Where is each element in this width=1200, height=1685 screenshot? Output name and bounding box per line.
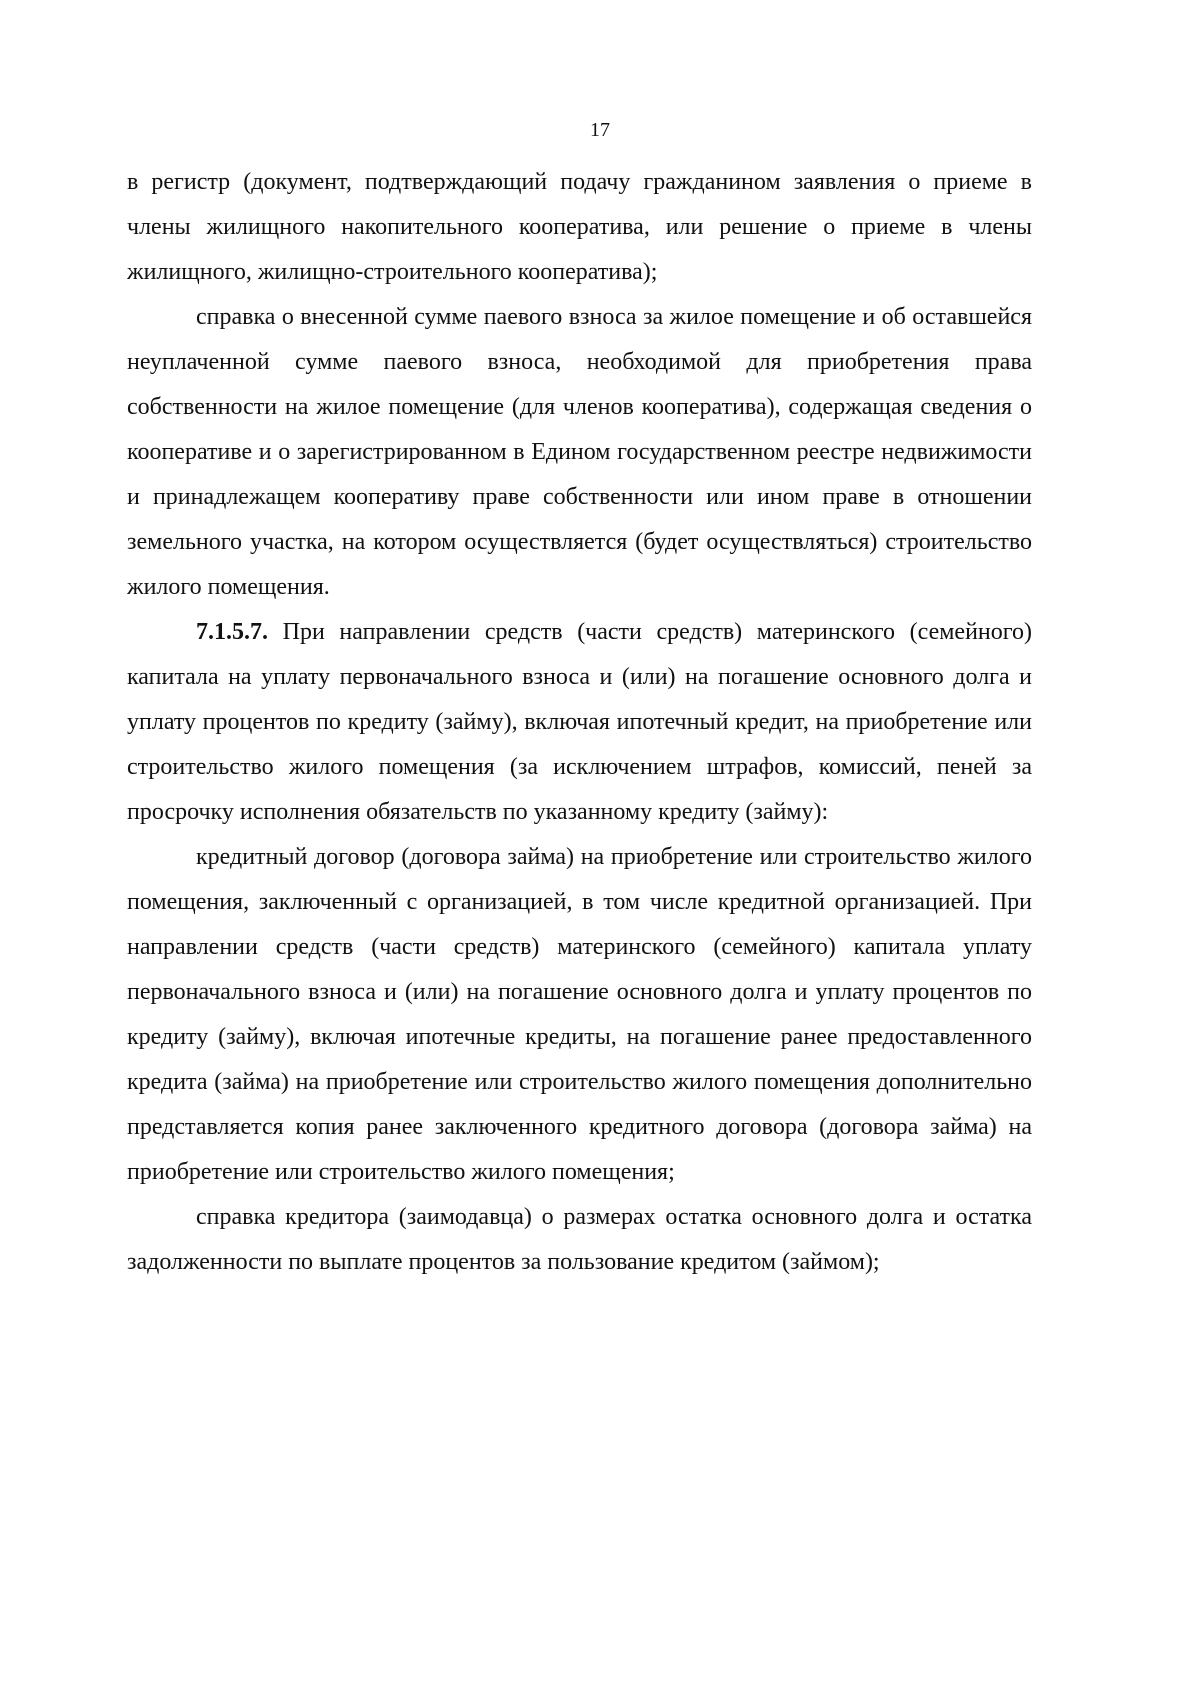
clause-number: 7.1.5.7.	[196, 619, 268, 645]
page-number: 17	[590, 119, 610, 141]
paragraph-credit-agreement: кредитный договор (договора займа) на приобретение или строительство жилого помещения, заключенный с организацией, в том числе кредитной организацией. При направлении средств (части средств) материнского (семейного) капитала уплату первоначального взноса и (или) на погашение основного долга и уплату процентов по кредиту (займу), включая ипотечные кредиты, на погашение ранее предоставленного кредита (займа) на приобретение или строительство жилого помещения дополнительно представляется копия ранее заключенного кредитного договора (договора займа) на приобретение или строительство жилого помещения;	[127, 844, 1032, 1185]
paragraph-registry-document: в регистр (документ, подтверждающий подачу гражданином заявления о приеме в члены жилищного накопительного кооператива, или решение о приеме в члены жилищного, жилищно-строительного кооператива);	[127, 169, 1032, 285]
paragraph-share-contribution-certificate: справка о внесенной сумме паевого взноса за жилое помещение и об оставшейся неуплаченной сумме паевого взноса, необходимой для приобретения права собственности на жилое помещение (для членов кооператива), содержащая сведения о кооперативе и о зарегистрированном в Едином государственном реестре недвижимости и принадлежащем кооперативу праве собственности или ином праве в отношении земельного участка, на котором осуществляется (будет осуществляться) строительство жилого помещения.	[127, 304, 1032, 600]
document-body	[127, 160, 1032, 1285]
paragraph-7-1-5-7	[127, 610, 1032, 835]
clause-text: При направлении средств (части средств) материнского (семейного) капитала на уплату первоначального взноса и (или) на погашение основного долга и уплату процентов по кредиту (займу), включая ипотечный кредит, на приобретение или строительство жилого помещения (за исключением штрафов, комиссий, пеней за просрочку исполнения обязательств по указанному кредиту (займу):	[127, 619, 1033, 825]
paragraph-creditor-certificate: справка кредитора (заимодавца) о размерах остатка основного долга и остатка задолженности по выплате процентов за пользование кредитом (займом);	[127, 1204, 1032, 1275]
